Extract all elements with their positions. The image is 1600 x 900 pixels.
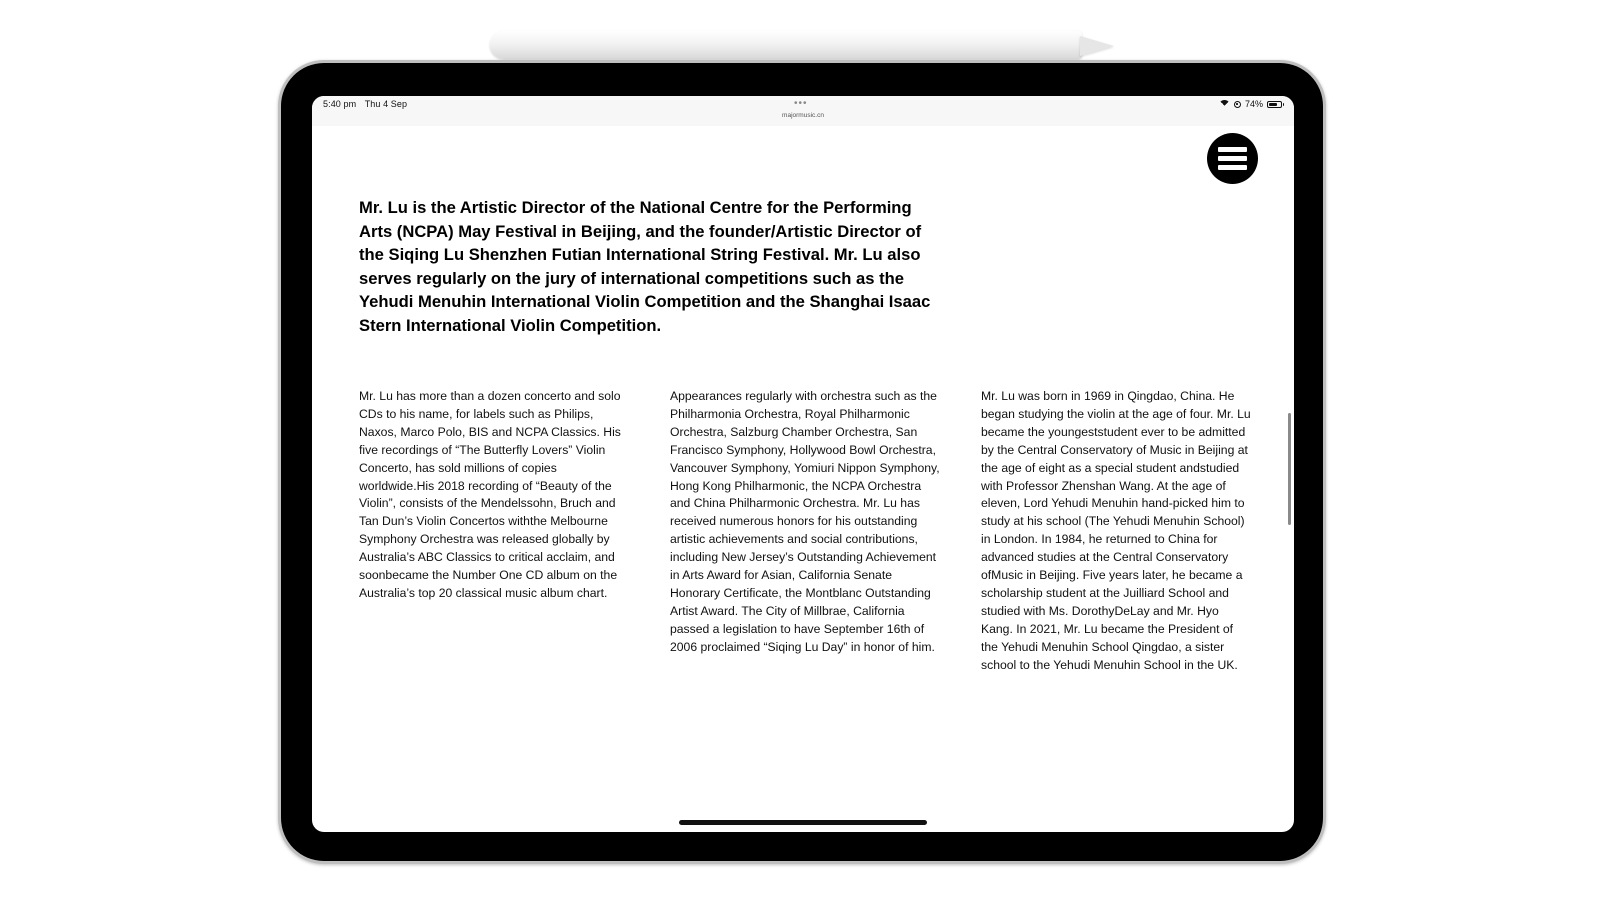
status-time-date xyxy=(323,99,413,109)
hamburger-menu-icon xyxy=(1218,165,1247,170)
url-label[interactable]: majormusic.cn xyxy=(782,112,824,119)
hamburger-menu-icon xyxy=(1218,147,1247,152)
vertical-scrollbar[interactable] xyxy=(1288,413,1291,525)
battery-percent: 74% xyxy=(1244,99,1263,109)
bio-column-appearances: Appearances regularly with orchestra such as the Philharmonia Orchestra, Royal Philharmonic Orchestra, Salzburg Chamber Orchestra, San Francisco Symphony, Hollywood Bowl Orchestra, Vancouver Symphony, Yomiuri Nippon Symphony, Hong Kong Philharmonic, the NCPA Orchestra and China Philharmonic Orchestra. Mr. Lu has received numerous honors for his outstanding artistic achievements and social contributions, including New Jersey’s Outstanding Achievement in Arts Award for Asian, California Senate Honorary Certificate, the Montblanc Outstanding Artist Award. The City of Millbrae, California passed a legislation to have September 16th of 2006 proclaimed “Siqing Lu Day” in honor of him. xyxy=(670,389,940,654)
apple-pencil-tip xyxy=(1080,36,1114,56)
bio-column-recordings: Mr. Lu has more than a dozen concerto and solo CDs to his name, for labels such as Philips, Naxos, Marco Polo, BIS and NCPA Classics. His five recordings of “The Butterfly Lovers” Violin Concerto, has sold millions of copies worldwide.His 2018 recording of “Beauty of the Violin”, consists of the Mendelssohn, Bruch and Tan Dun’s Violin Concertos withthe Melbourne Symphony Orchestra was released globally by Australia’s ABC Classics to critical acclaim, and soonbecame the Number One CD album on the Australia’s top 20 classical music album chart. xyxy=(359,389,621,600)
multitasking-dots-icon[interactable]: ••• xyxy=(794,98,808,109)
status-date: Thu 4 Sep xyxy=(364,99,408,109)
battery-icon xyxy=(1267,101,1282,108)
ipad-screen xyxy=(312,96,1294,832)
menu-button[interactable] xyxy=(1207,133,1258,184)
location-icon xyxy=(1234,101,1241,108)
status-indicators xyxy=(1219,99,1282,109)
wifi-icon xyxy=(1219,100,1230,108)
lead-paragraph: Mr. Lu is the Artistic Director of the National Centre for the Performing Arts (NCPA) May Festival in Beijing, and the founder/Artistic Director of the Siqing Lu Shenzhen Futian International String Festival. Mr. Lu also serves regularly on the jury of international competitions such as the Yehudi Menuhin International Violin Competition and the Shanghai Isaac Stern International Violin Competition. xyxy=(359,198,931,335)
battery-fill xyxy=(1269,103,1277,106)
apple-pencil xyxy=(490,31,1082,59)
hamburger-menu-icon xyxy=(1218,156,1247,161)
status-bar xyxy=(312,96,1294,126)
home-indicator[interactable] xyxy=(679,820,927,825)
bio-column-early-life: Mr. Lu was born in 1969 in Qingdao, China. He began studying the violin at the age of four. Mr. Lu became the youngeststudent ever to be admitted by the Central Conservatory of Music in Beijing at the age of eight as a special student andstudied with Professor Zhenshan Wang. At the age of eleven, Lord Yehudi Menuhin hand-picked him to study at his school (The Yehudi Menuhin School) in London. In 1984, he returned to China for advanced studies at the Central Conservatory ofMusic in Beijing. Five years later, he became a scholarship student at the Juilliard School and studied with Ms. DorothyDeLay and Mr. Hyo Kang. In 2021, Mr. Lu became the President of the Yehudi Menuhin School Qingdao, a sister school to the Yehudi Menuhin School in the UK. xyxy=(981,389,1251,672)
status-time: 5:40 pm xyxy=(323,99,357,109)
